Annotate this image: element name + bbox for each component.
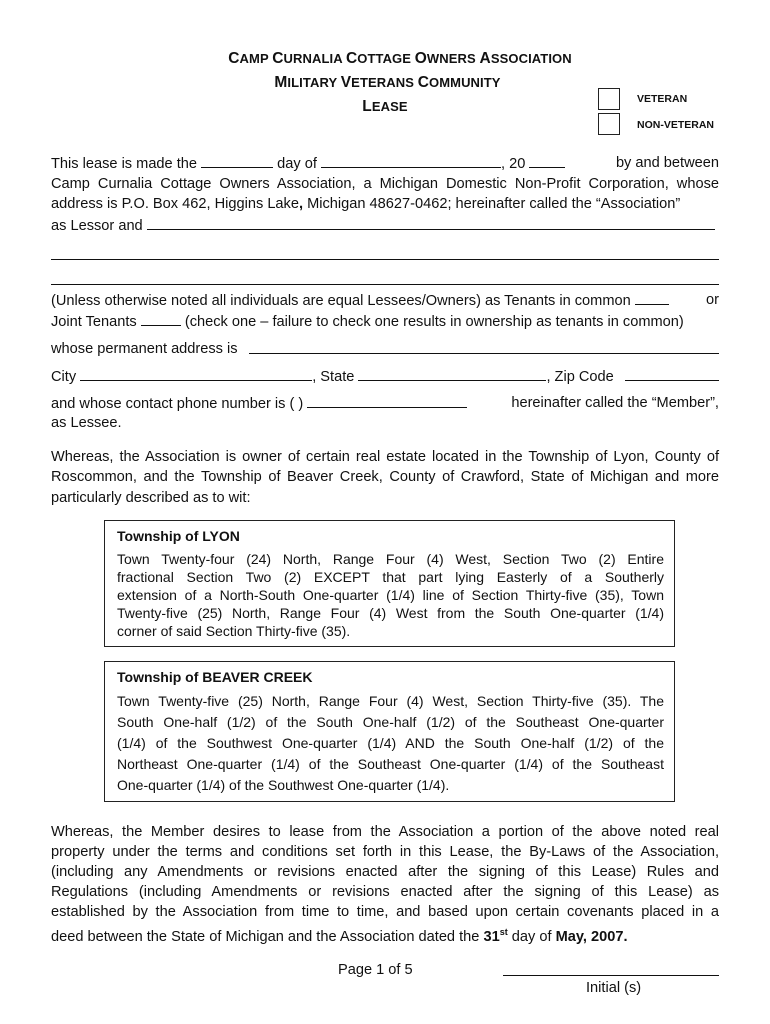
whereas1-line-1: Whereas, the Association is owner of certain real estate located in the Township of Lyon, County of — [51, 449, 719, 465]
lessee-name-line-2[interactable] — [51, 259, 719, 260]
whereas2-paragraph: Whereas, the Member desires to lease from the Association a portion of the above noted real property under the terms and conditions set forth in this Lease, the By-Laws of the Association, (including any Amendments or revisions enacted after the signing of this Lease) Rules and Regulations (including Amendments or revisions enacted after the signing of this Lease) as established by the Association from time to time, and based upon certain covenants placed in a deed between the State of Michigan and the Association dated the 31st day of May, 2007. — [51, 824, 719, 945]
non-veteran-checkbox[interactable] — [598, 113, 620, 135]
document-title — [120, 50, 680, 68]
permanent-address-line: whose permanent address is — [51, 339, 719, 359]
zip-code-field[interactable] — [625, 366, 719, 381]
intro-line-2: Camp Curnalia Cottage Owners Association, a Michigan Domestic Non-Profit Corporation, whose — [51, 176, 719, 192]
veteran-label: VETERAN — [637, 93, 688, 105]
initials-label: Initial (s) — [586, 980, 642, 996]
lease-year-field[interactable] — [529, 153, 565, 168]
title-line-3: LEASE — [362, 98, 408, 115]
tenancy-line-2: Joint Tenants (check one – failure to check one results in ownership as tenants in common) — [51, 311, 719, 332]
intro-line-1: This lease is made the day of , 20 by and between — [51, 155, 719, 172]
phone-number-field[interactable] — [307, 393, 467, 408]
non-veteran-label: NON-VETERAN — [637, 119, 715, 131]
township-beaver-creek-description: Town Twenty-five (25) North, Range Four (4) West, Section Thirty-five (35). The South One-half (1/2) of the South One-half (1/2) of the Southeast One-quarter (1/4) of the Southwest One-quarter (1/4) AND the South One-half (1/2) of the Northeast One-quarter (1/4) of the Southeast One-quarter (1/4) of the Southeast One-quarter (1/4) of the Southwest One-quarter (1/4). — [117, 693, 664, 793]
township-beaver-creek-heading: Township of BEAVER CREEK — [117, 669, 313, 685]
whereas1-line-2: Roscommon, and the Township of Beaver Creek, County of Crawford, State of Michigan and more — [51, 469, 719, 485]
township-lyon-heading: Township of LYON — [117, 528, 240, 544]
initials-field[interactable] — [503, 975, 719, 976]
phone-line: and whose contact phone number is ( ) hereinafter called the “Member”, — [51, 395, 719, 412]
permanent-address-field[interactable] — [249, 339, 719, 354]
lessee-name-field[interactable] — [147, 215, 715, 230]
whereas1-line-3: particularly described as to wit: — [51, 490, 251, 506]
lease-day-field[interactable] — [201, 153, 273, 168]
page-number: Page 1 of 5 — [338, 962, 413, 978]
title-line-2: MILITARY VETERANS COMMUNITY — [274, 74, 501, 91]
township-beaver-creek-box — [104, 661, 675, 802]
tenancy-line-1: (Unless otherwise noted all individuals are equal Lessees/Owners) as Tenants in common or — [51, 292, 719, 309]
city-state-zip-line: City , State , Zip Code — [51, 366, 719, 387]
joint-tenants-field[interactable] — [141, 311, 181, 326]
lessee-line: as Lessee. — [51, 415, 122, 431]
state-field[interactable] — [358, 366, 546, 381]
veteran-checkbox[interactable] — [598, 88, 620, 110]
intro-line-4: as Lessor and — [51, 215, 719, 236]
city-field[interactable] — [80, 366, 312, 381]
intro-line-3: address is P.O. Box 462, Higgins Lake, Michigan 48627-0462; hereinafter called the “Association” — [51, 196, 681, 212]
township-lyon-description: Town Twenty-four (24) North, Range Four (4) West, Section Two (2) Entire fractional Section Two (2) EXCEPT that part lying Easterly of a Southerly extension of a North-South One-quarter (1/4) line of Section Thirty-five (35), Town Twenty-five (25) North, Range Four (4) West from the South One-quarter (1/4) corner of said Section Thirty-five (35). — [117, 551, 664, 639]
township-lyon-box — [104, 520, 675, 647]
tenants-in-common-field[interactable] — [635, 290, 669, 305]
lessee-name-line-3[interactable] — [51, 284, 719, 285]
title-line-1: CAMP CURNALIA COTTAGE OWNERS ASSOCIATION — [228, 50, 572, 67]
lease-month-field[interactable] — [321, 153, 501, 168]
